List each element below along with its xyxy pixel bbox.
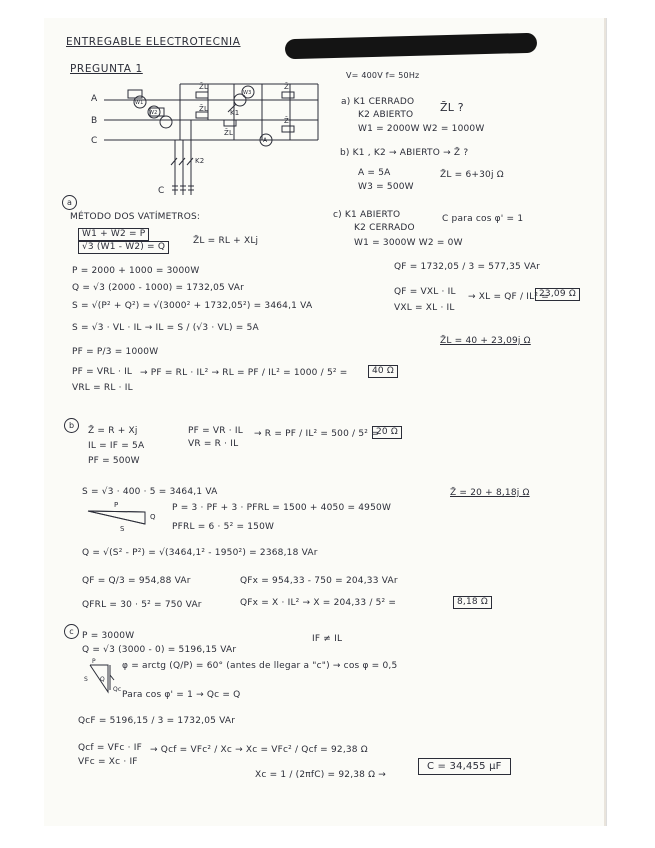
part-c-xc: → Qcf = VFc² / Xc → Xc = VFc² / Qcf = 92,38 Ω xyxy=(150,745,368,755)
question-c-wattmeters: W1 = 3000W W2 = 0W xyxy=(354,238,463,248)
question-a-ask: Z̄L ? xyxy=(440,101,464,114)
part-a-xl: → XL = QF / IL² = xyxy=(468,292,549,302)
part-c-xc2: Xc = 1 / (2πfC) = 92,38 Ω → xyxy=(255,770,387,780)
part-a-s: S = √(P² + Q²) = √(3000² + 1732,05²) = 3464,1 VA xyxy=(72,301,313,311)
question-c-k2: K2 CERRADO xyxy=(354,223,415,233)
zl-label-1: Z̄L xyxy=(199,83,209,91)
part-b-qfrl: QFRL = 30 · 5² = 750 VAr xyxy=(82,600,202,610)
given-values: V= 400V f= 50Hz xyxy=(346,71,420,80)
part-a-il: S = √3 · VL · IL → IL = S / (√3 · VL) = 5A xyxy=(72,323,259,333)
part-c-vfc: VFc = Xc · IF xyxy=(78,757,138,767)
part-a-pf: PF = P/3 = 1000W xyxy=(72,347,159,357)
wattmeter-3-label: W3 xyxy=(243,90,252,96)
question-b-ammeter: A = 5A xyxy=(358,168,391,178)
part-b-qf: QF = Q/3 = 954,88 VAr xyxy=(82,576,191,586)
document-title: ENTREGABLE ELECTROTECNIA xyxy=(66,36,241,48)
part-b-triangle-s: S xyxy=(120,525,125,533)
part-c-triangle-s: S xyxy=(84,676,89,683)
part-c-c-result: C = 34,455 μF xyxy=(418,758,511,775)
phase-b-label: B xyxy=(91,116,98,126)
part-a-method: MÉTODO DOS VATÍMETROS: xyxy=(70,212,201,222)
part-a-rl: → PF = RL · IL² → RL = PF / IL² = 1000 / 5² = xyxy=(140,368,348,378)
part-a-vrl: VRL = RL · IL xyxy=(72,383,133,393)
question-c-k1: c) K1 ABIERTO xyxy=(333,210,401,220)
part-b-marker: b xyxy=(64,418,79,433)
part-b-vr: VR = R · IL xyxy=(188,439,239,449)
part-b-triangle-p: P xyxy=(114,501,119,509)
part-b-p: P = 3 · PF + 3 · PFRL = 1500 + 4050 = 4950W xyxy=(172,503,392,513)
part-b-qfx2: QFx = X · IL² → X = 204,33 / 5² = xyxy=(240,598,397,608)
zl-label-2: Z̄L xyxy=(199,105,209,113)
phase-a-label: A xyxy=(91,94,98,104)
z-label-2: Z̄ xyxy=(284,117,289,125)
z-label-1: Z̄ xyxy=(284,83,289,91)
part-a-marker: a xyxy=(62,195,77,210)
part-c-triangle-q: Q xyxy=(100,676,105,683)
part-a-pf2: PF = VRL · IL xyxy=(72,367,133,377)
ammeter-label: A xyxy=(263,137,268,144)
part-c-if-il: IF ≠ IL xyxy=(312,634,343,644)
part-b-q: Q = √(S² - P²) = √(3464,1² - 1950²) = 2368,18 VAr xyxy=(82,548,318,558)
part-b-pf2: PF = VR · IL xyxy=(188,426,243,436)
part-b-x-result: 8,18 Ω xyxy=(453,596,492,609)
zl-label-3: Z̄L xyxy=(224,129,234,137)
question-heading: PREGUNTA 1 xyxy=(70,63,143,75)
part-b-pf: PF = 500W xyxy=(88,456,140,466)
part-b-pfrl: PFRL = 6 · 5² = 150W xyxy=(172,522,275,532)
part-a-zl-form: Z̄L = RL + XLj xyxy=(193,236,259,246)
part-a-p: P = 2000 + 1000 = 3000W xyxy=(72,266,200,276)
part-a-eq1: W1 + W2 = P xyxy=(78,228,149,241)
question-a-k2: K2 ABIERTO xyxy=(358,110,414,120)
part-a-result: Z̄L = 40 + 23,09j Ω xyxy=(440,336,531,346)
part-c-p: P = 3000W xyxy=(82,631,135,641)
part-a-qf2: QF = VXL · IL xyxy=(394,287,456,297)
question-c-ask: C para cos φ' = 1 xyxy=(442,214,524,224)
question-b-zl: Z̄L = 6+30j Ω xyxy=(440,170,504,180)
question-b-w3: W3 = 500W xyxy=(358,182,414,192)
part-c-triangle-p: P xyxy=(92,658,96,665)
wattmeter-2-label: W2 xyxy=(149,110,158,116)
part-a-qf: QF = 1732,05 / 3 = 577,35 VAr xyxy=(394,262,541,272)
wattmeter-1-label: W1 xyxy=(135,100,144,106)
part-a-vxl: VXL = XL · IL xyxy=(394,303,455,313)
part-a-xl-result: 23,09 Ω xyxy=(535,288,580,301)
part-c-qc: Para cos φ' = 1 → Qc = Q xyxy=(122,690,241,700)
question-a-k1: a) K1 CERRADO xyxy=(341,97,415,107)
question-b: b) K1 , K2 → ABIERTO → Z̄ ? xyxy=(340,148,469,158)
part-a-eq2: √3 (W1 - W2) = Q xyxy=(78,241,169,254)
part-b-il: IL = IF = 5A xyxy=(88,441,145,451)
part-c-qcf2: Qcf = VFc · IF xyxy=(78,743,142,753)
part-b-s: S = √3 · 400 · 5 = 3464,1 VA xyxy=(82,487,218,497)
part-c-marker: c xyxy=(64,624,79,639)
part-b-triangle-q: Q xyxy=(150,513,156,521)
capacitor-label: C xyxy=(158,186,165,196)
k1-switch-label: K1 xyxy=(230,109,240,117)
part-c-phi: φ = arctg (Q/P) = 60° (antes de llegar a "c") → cos φ = 0,5 xyxy=(122,661,398,671)
part-b-result: Z̄ = 20 + 8,18j Ω xyxy=(450,488,530,498)
part-a-q: Q = √3 (2000 - 1000) = 1732,05 VAr xyxy=(72,283,245,293)
question-a-wattmeters: W1 = 2000W W2 = 1000W xyxy=(358,124,485,134)
part-b-r-result: 20 Ω xyxy=(372,426,402,439)
part-c-triangle-qc: Qc xyxy=(113,686,122,693)
part-b-r: → R = PF / IL² = 500 / 5² = xyxy=(254,429,379,439)
phase-c-label: C xyxy=(91,136,98,146)
k2-switch-label: K2 xyxy=(195,157,205,165)
part-a-rl-result: 40 Ω xyxy=(368,365,398,378)
part-b-z: Z̄ = R + Xj xyxy=(88,426,138,436)
part-c-q: Q = √3 (3000 - 0) = 5196,15 VAr xyxy=(82,645,237,655)
part-b-qfx: QFx = 954,33 - 750 = 204,33 VAr xyxy=(240,576,398,586)
part-c-qcf: QcF = 5196,15 / 3 = 1732,05 VAr xyxy=(78,716,236,726)
